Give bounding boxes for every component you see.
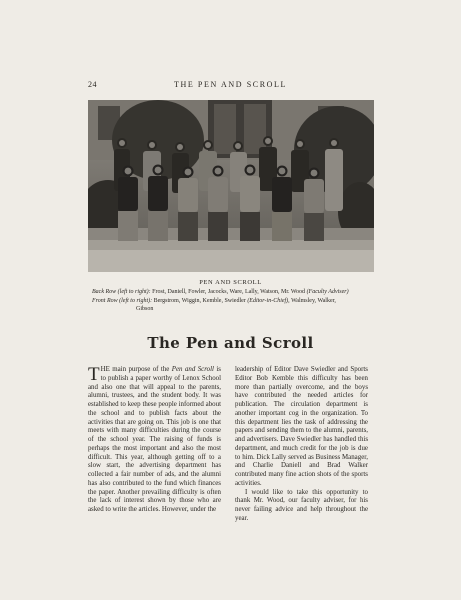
page-number: 24 [88, 80, 97, 89]
article-paragraph-1-continued: leadership of Editor Dave Swiedler and Sports Editor Bob Kemble this difficulty has been more than partially overcome, and the boys have contributed the needed articles for publication. The circulation department is another important cog in the organization. To this department lies the task of addressing the papers and sending them to the alumni, parents, and advertisers. Dave Swiedler has handled this department, and much credit for the job is due to him. Dick Lally served as Business Manager, and Charlie Daniell and Brad Walker contributed many fine action shots of the sports activities. [235, 366, 368, 487]
front-row-role: (Editor-in-Chief), [247, 297, 290, 304]
photo-caption [92, 288, 374, 314]
front-row-names-a: Bergstrom, Wiggin, Kemble, Swiedler [153, 297, 246, 304]
front-row-label: Front Row (left to right): [92, 297, 153, 304]
article-column-left [88, 366, 221, 515]
back-row-role: (Faculty Adviser) [306, 289, 349, 295]
back-row-label: Back Row (left to right): [92, 289, 151, 295]
article-paragraph-2: I would like to take this opportunity to thank Mr. Wood, our faculty adviser, for his never failing advice and help throughout the year. [235, 488, 368, 522]
article-paragraph-1 [88, 366, 221, 515]
col1-text-b: is to publish a paper worthy of Lenox School and also one that will appeal to the parents, alumni, trustees, and the student body. It was established to keep these people informed about the school and to publish facts about the activities that are going on. This job is one that meets with many difficulties during the course of the school year. The raising of funds is perhaps the most important and also the most difficult. This year, although getting off to a slow start, the advertising department has collected a fair number of ads, and the alumni has also contributed to the fund which finances the paper. Another prevailing difficulty is often the lack of interest shown by those who are asked to write the articles. However, under the [88, 366, 221, 513]
back-row-names: Frost, Daniell, Fowler, Jacocks, Ware, Lally, Watson, Mr. Wood [152, 289, 306, 295]
col1-text-a: HE main purpose of the [100, 366, 170, 373]
back-row-caption [92, 288, 374, 297]
photo-caption-title: PEN AND SCROLL [199, 279, 262, 286]
publication-name: Pen and Scroll [171, 366, 214, 373]
group-photo [88, 100, 374, 272]
article-column-right [235, 366, 368, 524]
running-head: THE PEN AND SCROLL [173, 80, 288, 89]
front-row-names-c: Gibson [136, 306, 154, 313]
front-row-names-b: Walmsley, Walker, [291, 297, 336, 304]
front-row-caption [92, 297, 374, 314]
drop-cap: T [88, 364, 100, 385]
article-title: The Pen and Scroll [147, 334, 314, 352]
